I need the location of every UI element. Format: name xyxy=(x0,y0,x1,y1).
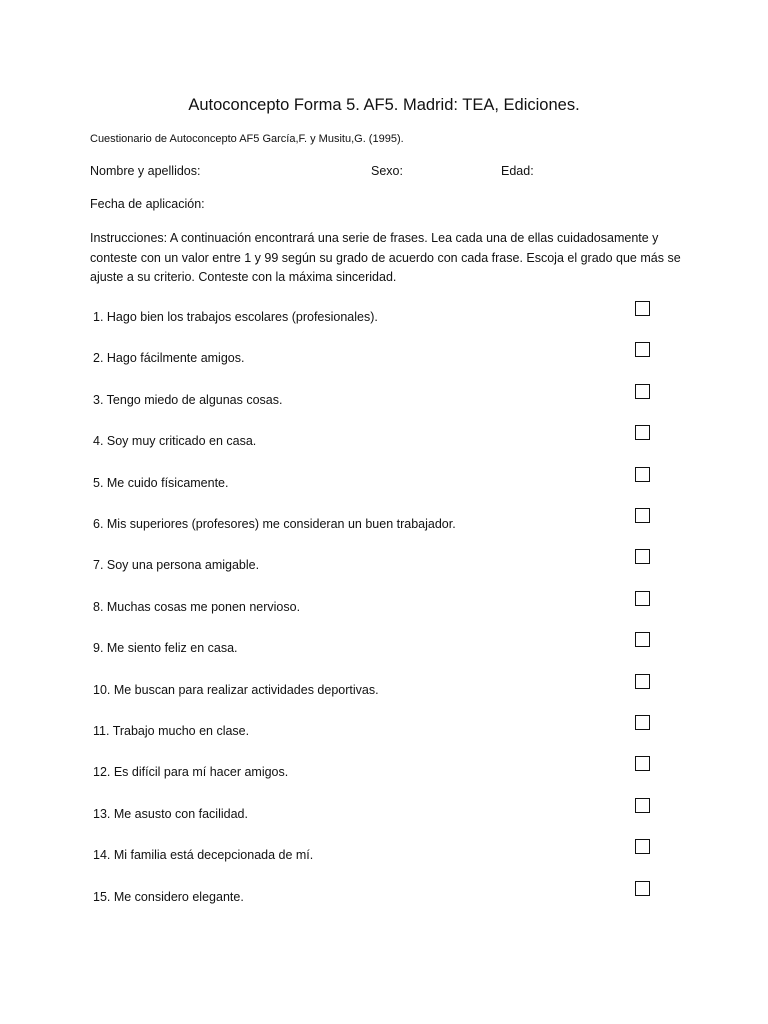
question-item xyxy=(93,475,673,499)
answer-checkbox[interactable] xyxy=(635,425,650,440)
question-text: 11. Trabajo mucho en clase. xyxy=(93,724,250,738)
question-text: 5. Me cuido físicamente. xyxy=(93,475,229,490)
citation-text: Cuestionario de Autoconcepto AF5 García,F. y Musitu,G. (1995). xyxy=(90,133,404,145)
answer-checkbox[interactable] xyxy=(635,756,650,771)
question-text: 9. Me siento feliz en casa. xyxy=(93,641,238,656)
question-item xyxy=(93,889,673,913)
answer-checkbox[interactable] xyxy=(635,715,650,730)
date-field-label: Fecha de aplicación: xyxy=(90,197,205,211)
document-title: Autoconcepto Forma 5. AF5. Madrid: TEA, Ediciones. xyxy=(188,96,580,114)
question-item xyxy=(93,599,673,623)
question-item xyxy=(93,392,673,416)
question-text: 10. Me buscan para realizar actividades deportivas. xyxy=(93,682,379,697)
question-text: 3. Tengo miedo de algunas cosas. xyxy=(93,392,283,407)
question-text: 13. Me asusto con facilidad. xyxy=(93,806,248,821)
question-item xyxy=(93,847,673,871)
answer-checkbox[interactable] xyxy=(635,798,650,813)
answer-checkbox[interactable] xyxy=(635,674,650,689)
answer-checkbox[interactable] xyxy=(635,881,650,896)
question-text: 7. Soy una persona amigable. xyxy=(93,558,260,573)
sex-field-label: Sexo: xyxy=(371,164,403,178)
answer-checkbox[interactable] xyxy=(635,467,650,482)
question-item xyxy=(93,350,673,374)
question-text: 12. Es difícil para mí hacer amigos. xyxy=(93,765,289,780)
question-item xyxy=(93,682,673,706)
question-item xyxy=(93,309,673,333)
answer-checkbox[interactable] xyxy=(635,549,650,564)
question-text: 6. Mis superiores (profesores) me consideran un buen trabajador. xyxy=(93,517,456,531)
question-item xyxy=(93,764,673,788)
question-text: 2. Hago fácilmente amigos. xyxy=(93,351,245,366)
question-item xyxy=(93,806,673,830)
answer-checkbox[interactable] xyxy=(635,342,650,357)
question-text: 8. Muchas cosas me ponen nervioso. xyxy=(93,599,301,614)
question-item xyxy=(93,557,673,581)
question-text: 14. Mi familia está decepcionada de mí. xyxy=(93,848,314,863)
question-item xyxy=(93,723,673,747)
question-text: 1. Hago bien los trabajos escolares (profesionales). xyxy=(93,310,378,324)
answer-checkbox[interactable] xyxy=(635,591,650,606)
answer-checkbox[interactable] xyxy=(635,508,650,523)
question-text: 4. Soy muy criticado en casa. xyxy=(93,434,257,449)
question-item xyxy=(93,640,673,664)
answer-checkbox[interactable] xyxy=(635,839,650,854)
age-field-label: Edad: xyxy=(501,164,534,178)
question-item xyxy=(93,516,673,540)
answer-checkbox[interactable] xyxy=(635,384,650,399)
question-text: 15. Me considero elegante. xyxy=(93,889,244,904)
name-field-label: Nombre y apellidos: xyxy=(90,164,201,178)
question-item xyxy=(93,433,673,457)
answer-checkbox[interactable] xyxy=(635,301,650,316)
instructions-text: Instrucciones: A continuación encontrará una serie de frases. Lea cada una de ellas cuidadosamente y conteste con un valor entre 1 y 99 según su grado de acuerdo con cada frase. Escoja el grado que más se ajuste a su criterio. Conteste con la máxima sinceridad. xyxy=(90,231,681,284)
answer-checkbox[interactable] xyxy=(635,632,650,647)
